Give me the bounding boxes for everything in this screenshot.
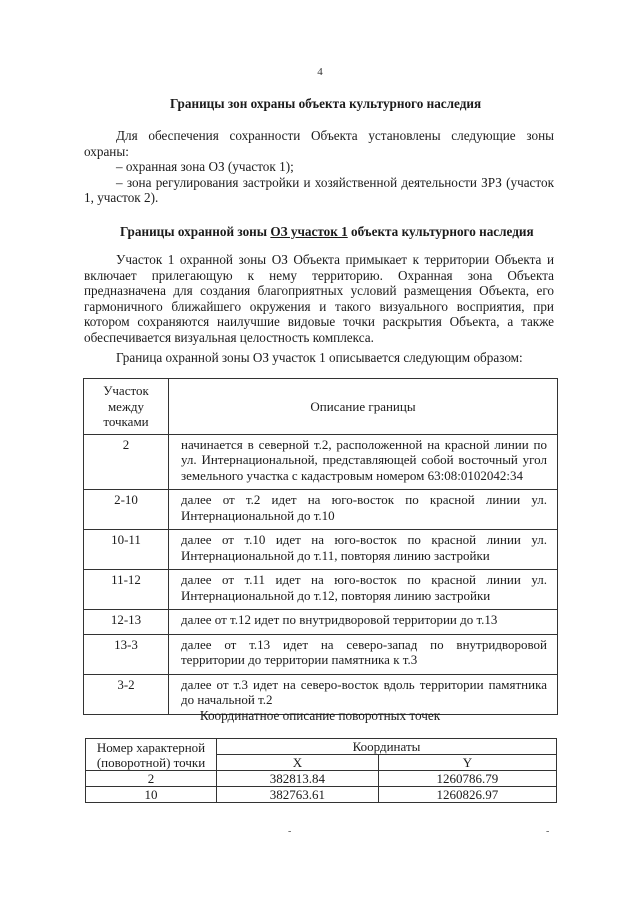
row-description: далее от т.12 идет по внутридворовой территории до т.13: [169, 610, 558, 635]
table-row: [84, 490, 558, 530]
header-y: Y: [378, 755, 556, 771]
row-description: далее от т.11 идет на юго-восток по красной линии ул. Интернациональной до т.12, повторяя линию застройки: [169, 570, 558, 610]
header-description: Описание границы: [169, 379, 558, 435]
header-point: Номер характерной (поворотной) точки: [86, 739, 217, 771]
point-number: 2: [86, 771, 217, 787]
row-section: 13-3: [84, 634, 169, 674]
row-description: далее от т.10 идет на юго-восток по красной линии ул. Интернациональной до т.11, повторяя линию застройки: [169, 530, 558, 570]
protection-zone-item: – охранная зона ОЗ (участок 1);: [116, 159, 294, 175]
point-number: 10: [86, 787, 217, 803]
coords-caption: Координатное описание поворотных точек: [199, 708, 441, 723]
zone-heading-end: объекта культурного наследия: [347, 224, 534, 239]
zone-heading-underlined: ОЗ участок 1: [270, 224, 348, 239]
boundary-note: Граница охранной зоны ОЗ участок 1 описывается следующим образом:: [116, 350, 523, 365]
zone-description-text: Участок 1 охранной зоны ОЗ Объекта примыкает к территории Объекта и включает прилегающую к нему территорию. Охранная зона Объекта предназначена для создания благоприятных условий размещения Объекта, его гармоничного ближайшего окружения и такого визуального восприятия, при котором сохраняются наилучшие видовые точки раскрытия Объекта, а также обеспечивается визуальная целостность комплекса.: [84, 252, 554, 345]
row-section: 11-12: [84, 570, 169, 610]
table-row: [86, 771, 557, 787]
table-row: [84, 634, 558, 674]
section-heading: Границы зон охраны объекта культурного наследия: [170, 96, 482, 111]
coord-header-row: [86, 739, 557, 755]
row-section: 10-11: [84, 530, 169, 570]
table-row: [84, 530, 558, 570]
table-row: [84, 570, 558, 610]
table-row: [84, 434, 558, 490]
coord-y: 1260826.97: [378, 787, 556, 803]
scan-artifact: -: [288, 826, 292, 837]
zone-description: [84, 252, 554, 346]
row-section: 12-13: [84, 610, 169, 635]
table-row: [84, 610, 558, 635]
header-x: X: [217, 755, 379, 771]
scan-artifact: -: [546, 826, 550, 837]
row-section: 2: [84, 434, 169, 490]
row-description: начинается в северной т.2, расположенной на красной линии по ул. Интернациональной, представляющей собой восточный угол земельного участка с кадастровым номером 63:08:0102042:34: [169, 434, 558, 490]
coord-x: 382763.61: [217, 787, 379, 803]
table-row: [86, 787, 557, 803]
row-section: 2-10: [84, 490, 169, 530]
page-number: 4: [317, 66, 323, 78]
header-coordinates: Координаты: [217, 739, 557, 755]
row-description: далее от т.2 идет на юго-восток по красной линии ул. Интернациональной до т.10: [169, 490, 558, 530]
regulation-zone-item: – зона регулирования застройки и хозяйственной деятельности ЗРЗ (участок 1, участок 2).: [84, 174, 554, 206]
intro-block: [84, 128, 554, 206]
coord-y: 1260786.79: [378, 771, 556, 787]
row-description: далее от т.13 идет на северо-запад по внутридворовой территории до территории памятника к т.3: [169, 634, 558, 674]
table-header-row: [84, 379, 558, 435]
header-section: Участок между точками: [84, 379, 169, 435]
zone-heading-start: Границы охранной зоны: [120, 224, 271, 239]
row-section: 3-2: [84, 674, 169, 714]
boundary-table: [83, 378, 558, 715]
row-description: далее от т.3 идет на северо-восток вдоль территории памятника до начальной т.2: [169, 674, 558, 714]
intro-paragraph: Для обеспечения сохранности Объекта установлены следующие зоны охраны:: [84, 128, 554, 159]
zone-heading: [120, 224, 534, 240]
coord-x: 382813.84: [217, 771, 379, 787]
coordinates-table: [85, 738, 557, 803]
